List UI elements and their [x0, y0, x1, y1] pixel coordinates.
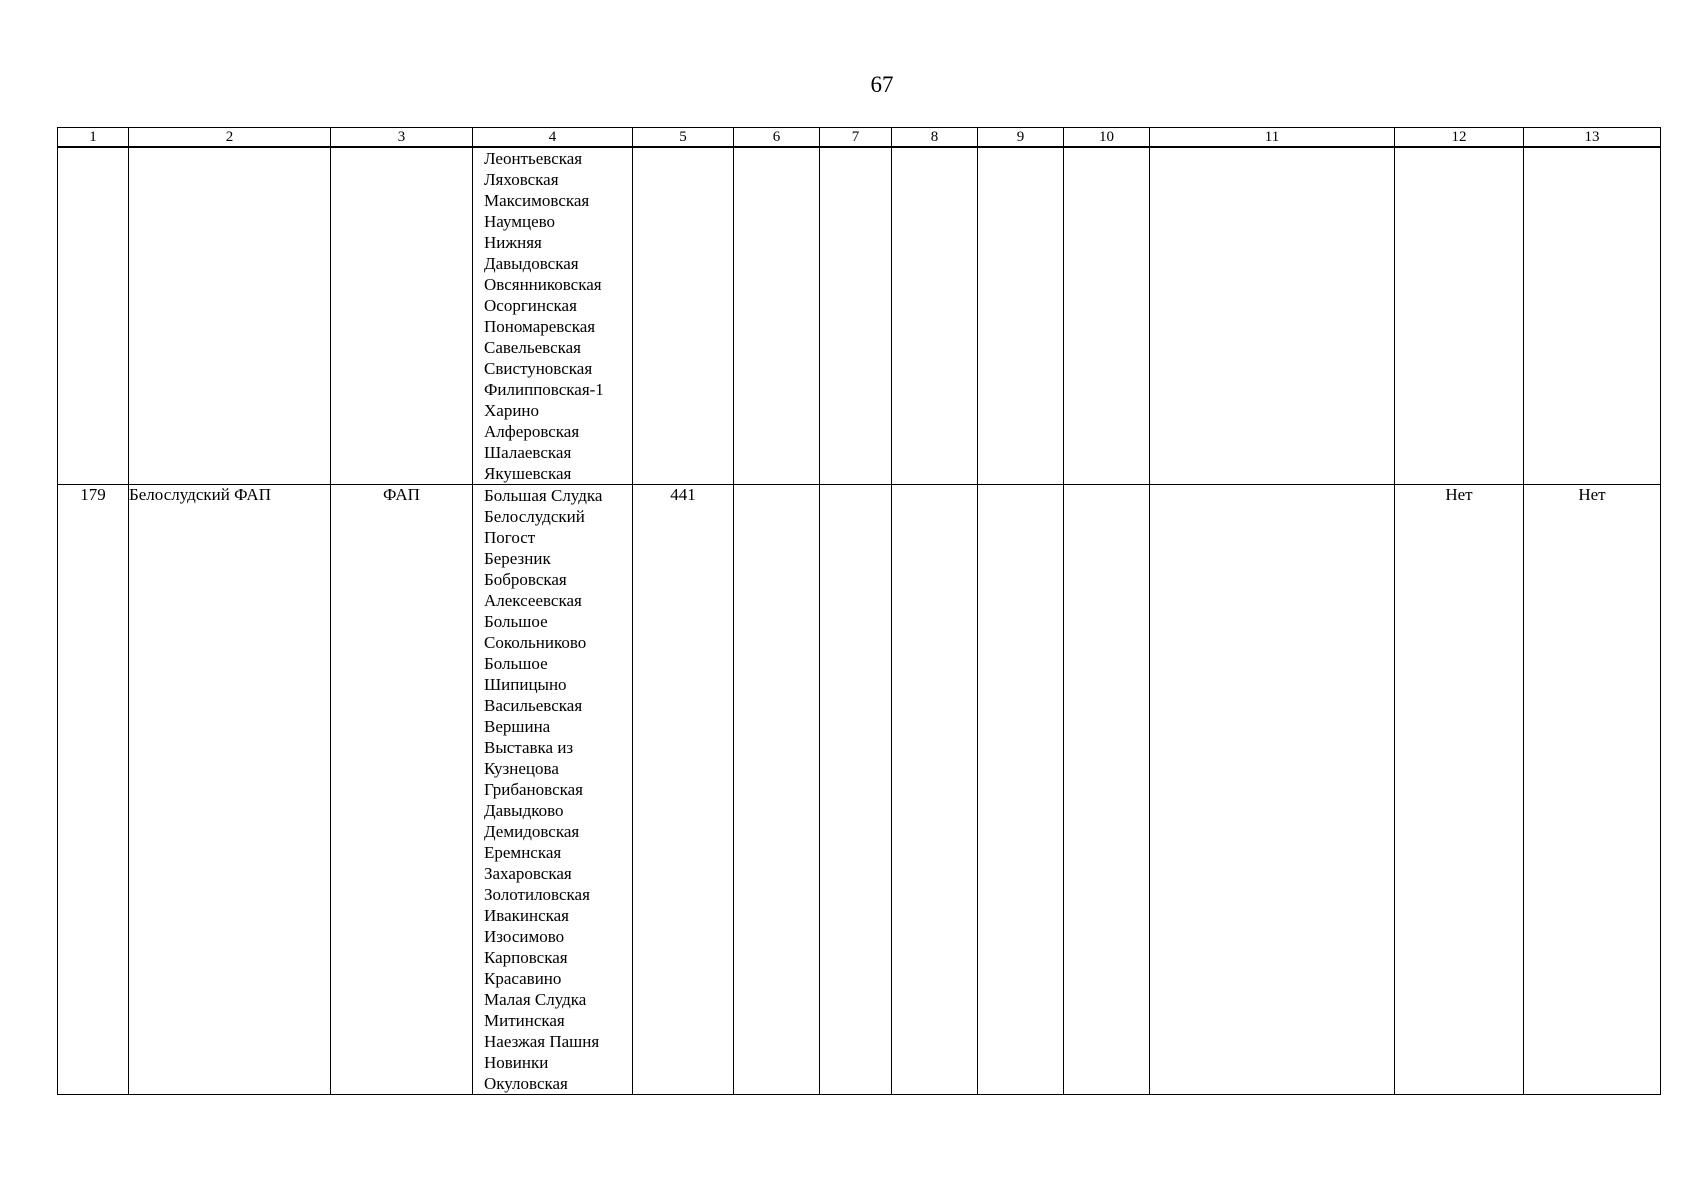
settlement-name: Демидовская	[484, 822, 580, 841]
settlement-name: Выставка из	[484, 738, 574, 757]
col13-cell: Нет	[1524, 485, 1661, 1095]
facility-name-cell: Белослудский ФАП	[129, 485, 331, 1095]
empty-cell	[1150, 485, 1395, 1095]
column-header: 2	[129, 128, 331, 148]
column-header: 11	[1150, 128, 1395, 148]
settlement-name: Бобровская	[484, 570, 567, 589]
settlement-name: Якушевская	[484, 464, 572, 483]
empty-cell	[820, 485, 892, 1095]
empty-cell	[978, 485, 1064, 1095]
facility-type-cell: ФАП	[331, 485, 473, 1095]
settlement-name: Грибановская	[484, 780, 583, 799]
empty-cell	[1150, 147, 1395, 485]
empty-cell	[892, 485, 978, 1095]
settlement-name: Сокольниково	[484, 633, 587, 652]
column-header: 10	[1064, 128, 1150, 148]
settlement-name: Большая Слудка	[484, 486, 603, 505]
settlement-name: Шалаевская	[484, 443, 572, 462]
column-header: 1	[58, 128, 129, 148]
facility-type-cell	[331, 147, 473, 485]
population-cell	[633, 147, 734, 485]
empty-cell	[820, 147, 892, 485]
column-number-header-row	[58, 128, 1661, 148]
settlement-name: Осоргинская	[484, 296, 577, 315]
settlement-name: Ляховская	[484, 170, 559, 189]
settlement-name: Савельевская	[484, 338, 581, 357]
table-row	[58, 147, 1661, 485]
facility-name-cell	[129, 147, 331, 485]
settlement-name: Красавино	[484, 969, 562, 988]
settlement-name: Березник	[484, 549, 551, 568]
settlement-name: Свистуновская	[484, 359, 593, 378]
page-number: 67	[870, 72, 894, 97]
col12-cell	[1395, 147, 1524, 485]
table-row	[58, 485, 1661, 1095]
empty-cell	[1064, 485, 1150, 1095]
empty-cell	[978, 147, 1064, 485]
settlement-name: Леонтьевская	[484, 149, 583, 168]
settlement-name: Вершина	[484, 717, 551, 736]
settlement-name: Алферовская	[484, 422, 580, 441]
settlements-cell	[473, 147, 633, 485]
settlement-name: Погост	[484, 528, 536, 547]
column-header: 13	[1524, 128, 1661, 148]
column-header: 5	[633, 128, 734, 148]
settlement-name: Окуловская	[484, 1074, 568, 1093]
settlement-name: Золотиловская	[484, 885, 590, 904]
settlement-name: Давыдково	[484, 801, 564, 820]
column-header: 3	[331, 128, 473, 148]
settlement-name: Изосимово	[484, 927, 565, 946]
empty-cell	[734, 147, 820, 485]
column-header: 7	[820, 128, 892, 148]
settlement-list	[473, 148, 632, 484]
settlement-name: Митинская	[484, 1011, 565, 1030]
settlement-list	[473, 485, 632, 1094]
empty-cell	[892, 147, 978, 485]
settlement-name: Харино	[484, 401, 540, 420]
settlements-cell	[473, 485, 633, 1095]
settlement-name: Нижняя	[484, 233, 542, 252]
settlement-name: Новинки	[484, 1053, 549, 1072]
settlement-name: Большое	[484, 654, 548, 673]
col12-cell: Нет	[1395, 485, 1524, 1095]
column-header: 6	[734, 128, 820, 148]
settlement-name: Овсянниковская	[484, 275, 602, 294]
settlement-name: Наезжая Пашня	[484, 1032, 600, 1051]
empty-cell	[1064, 147, 1150, 485]
settlement-name: Малая Слудка	[484, 990, 587, 1009]
empty-cell	[734, 485, 820, 1095]
settlement-name: Кузнецова	[484, 759, 559, 778]
settlement-name: Большое	[484, 612, 548, 631]
settlement-name: Пономаревская	[484, 317, 596, 336]
population-cell: 441	[633, 485, 734, 1095]
row-number-cell: 179	[58, 485, 129, 1095]
column-header: 4	[473, 128, 633, 148]
settlement-name: Давыдовская	[484, 254, 579, 273]
settlement-name: Наумцево	[484, 212, 556, 231]
facilities-table	[57, 127, 1661, 1095]
settlement-name: Белослудский	[484, 507, 585, 526]
settlement-name: Шипицыно	[484, 675, 567, 694]
settlement-name: Алексеевская	[484, 591, 582, 610]
column-header: 8	[892, 128, 978, 148]
settlement-name: Еремнская	[484, 843, 562, 862]
col13-cell	[1524, 147, 1661, 485]
settlement-name: Карповская	[484, 948, 568, 967]
settlement-name: Ивакинская	[484, 906, 569, 925]
column-header: 12	[1395, 128, 1524, 148]
settlement-name: Максимовская	[484, 191, 590, 210]
row-number-cell	[58, 147, 129, 485]
settlement-name: Васильевская	[484, 696, 583, 715]
column-header: 9	[978, 128, 1064, 148]
settlement-name: Филипповская-1	[484, 380, 604, 399]
settlement-name: Захаровская	[484, 864, 572, 883]
